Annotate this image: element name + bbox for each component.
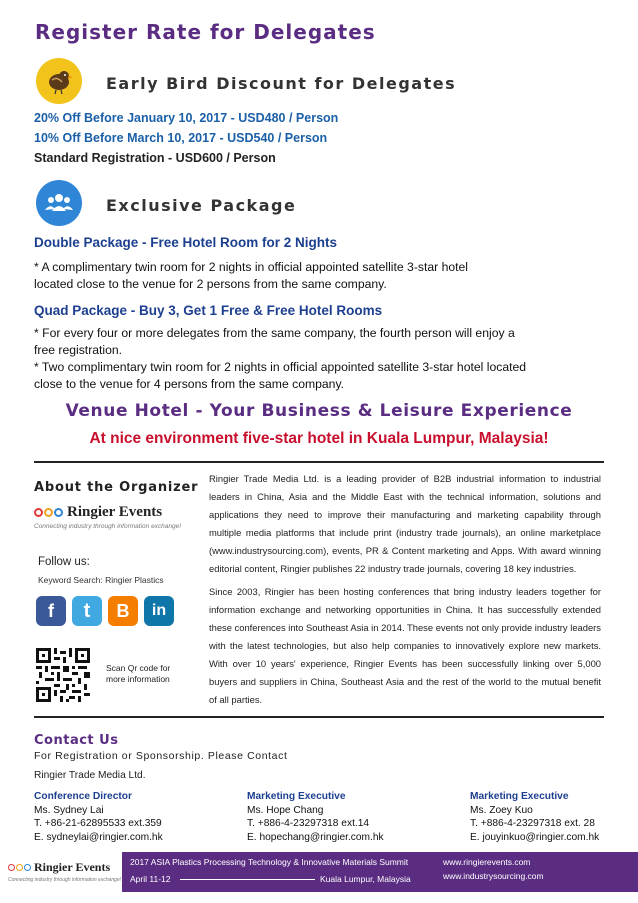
qr-caption-line-1: Scan Qr code for [106,663,171,673]
divider-top [34,461,604,463]
organizer-heading: About the Organizer [34,480,199,495]
footer-event: 2017 ASIA Plastics Processing Technology & Innovative Materials Summit [130,857,409,867]
contact-card-3 [470,790,599,844]
early-bird-title: Early Bird Discount for Delegates [106,74,457,93]
contact-tel[interactable]: T. +86-21-62895533 ext.359 [34,818,162,829]
bird-icon [36,58,82,104]
facebook-icon[interactable]: f [36,596,66,626]
contact-tel[interactable]: T. +886-4-23297318 ext. 28 [470,818,595,829]
follow-us: Follow us: [38,556,90,568]
footer-url-2[interactable]: www.industrysourcing.com [443,871,544,881]
footer-logo-name: Ringier Events [34,860,111,874]
quad-line-2: free registration. [34,343,123,357]
keyword-search: Keyword Search: Ringier Plastics [38,575,164,585]
quad-line-1: * For every four or more delegates from the same company, the fourth person will enjoy a [34,326,515,340]
exclusive-title: Exclusive Package [106,196,297,215]
contact-email[interactable]: E. hopechang@ringier.com.hk [247,831,384,843]
contact-role: Marketing Executive [470,791,569,802]
contact-role: Marketing Executive [247,791,346,802]
organizer-paragraph-2: Since 2003, Ringier has been hosting conferences that bring industry leaders together for information exchange and networking opportunities in China. It has successfully extended these conferences into Southeast Asia in 2014. These events not only provide industry leaders with the latest technologies, but also help companies to innovatively explore new markets. With over 10 years' experience, Ringier Events has been successfully linking over 5,000 buyers and suppliers in China, Southeast Asia and the rest of the world to the mutual benefit of all parties. [209,586,601,705]
quad-line-3: * Two complimentary twin room for 2 nights in official appointed satellite 3-star hotel located [34,360,527,374]
quad-package-title: Quad Package - Buy 3, Get 1 Free & Free Hotel Rooms [34,303,383,318]
contact-role: Conference Director [34,791,132,802]
contact-card-2 [247,790,384,844]
double-line-1: * A complimentary twin room for 2 nights in official appointed satellite 3-star hotel [34,260,469,274]
contact-company: Ringier Trade Media Ltd. [34,770,146,781]
footer-place: Kuala Lumpur, Malaysia [320,874,411,884]
page-title: Register Rate for Delegates [35,20,376,44]
venue-title: Venue Hotel - Your Business & Leisure Experience [65,401,573,421]
contact-tel[interactable]: T. +886-4-23297318 ext.14 [247,818,370,829]
footer-url-1[interactable]: www.ringierevents.com [443,857,531,867]
contact-name: Ms. Zoey Kuo [470,804,533,816]
organizer-paragraph-1: Ringier Trade Media Ltd. is a leading provider of B2B industrial information to industrial leaders in China, Asia and the Middle East with the technical information, solutions and applications they need to improve their manufacturing and marketing capability through multiple media platforms that include print (industry trade journals), an online marketplace (www.industrysourcing.com), events, PR & Content marketing and Apps. With award winning editorial content, Ringier publishes 22 industry trade journals, covering 18 key industries. [209,473,601,574]
contact-email[interactable]: E. jouyinkuo@ringier.com.hk [470,831,600,843]
double-package-title: Double Package - Free Hotel Room for 2 Nights [34,235,338,250]
early-bird-line-2: 10% Off Before March 10, 2017 - USD540 / Person [34,131,328,145]
footer-line [180,879,315,880]
quad-line-4: close to the venue for 4 persons from the same company. [34,377,345,391]
early-bird-line-1: 20% Off Before January 10, 2017 - USD480 / Person [34,111,339,125]
footer-logo [0,852,122,892]
contact-intro: For Registration or Sponsorship. Please Contact [34,750,288,762]
double-package-text [34,259,468,293]
social-icons [36,596,174,626]
group-icon [36,180,82,226]
ringier-events-logo [34,504,194,540]
venue-subtitle: At nice environment five-star hotel in Kuala Lumpur, Malaysia! [89,430,549,447]
qr-code-icon[interactable] [36,648,90,702]
standard-registration: Standard Registration - USD600 / Person [34,151,276,165]
qr-caption [106,663,170,685]
footer-date: April 11-12 [130,874,171,884]
linkedin-icon[interactable]: in [144,596,174,626]
logo-tagline: Connecting industry through information exchange! [34,523,182,530]
footer-logo-tagline: Connecting industry through information exchange! [8,877,122,883]
qr-caption-line-2: more information [106,674,170,684]
logo-name: Ringier Events [67,504,163,520]
divider-bottom [34,716,604,718]
double-line-2: located close to the venue for 2 persons from the same company. [34,277,387,291]
quad-package-text [34,325,526,393]
contact-email[interactable]: E. sydneylai@ringier.com.hk [34,831,163,843]
contact-name: Ms. Sydney Lai [34,804,104,816]
contact-name: Ms. Hope Chang [247,804,324,816]
blogger-icon[interactable]: B [108,596,138,626]
contact-heading: Contact Us [34,733,119,748]
contact-card-1 [34,790,163,844]
twitter-icon[interactable]: t [72,596,102,626]
